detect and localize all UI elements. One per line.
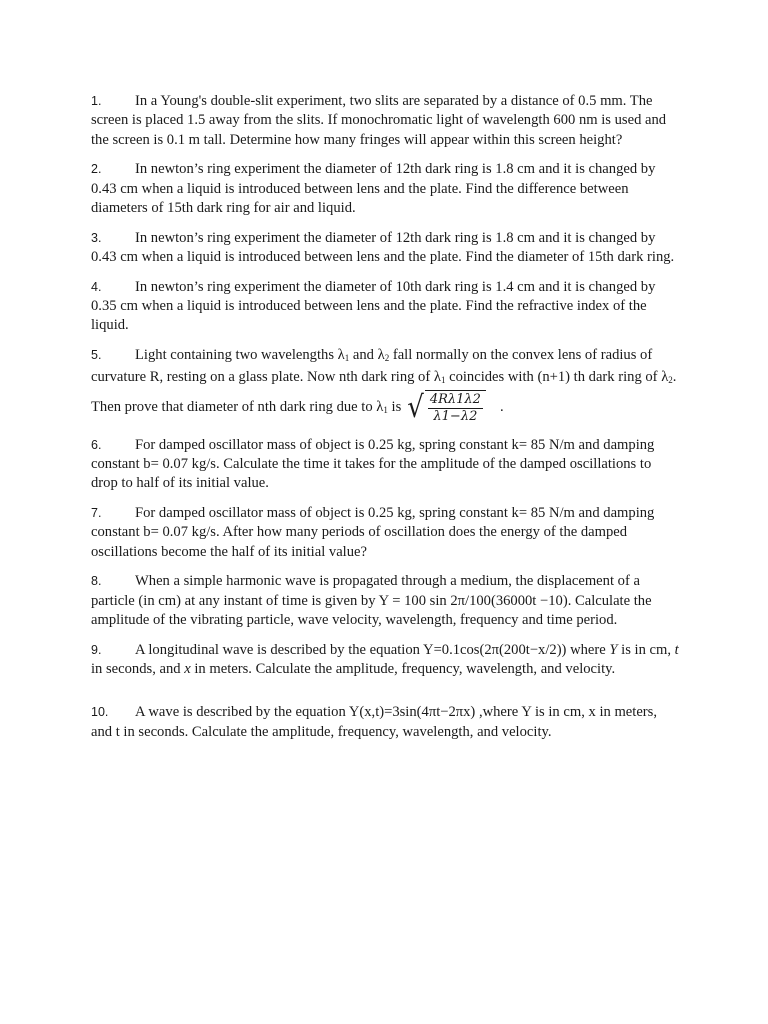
- question-number: 8.: [91, 574, 102, 589]
- question-text: When a simple harmonic wave is propagated through a medium, the displacement of a particle (in cm) at any instant of time is given by Y = 100 sin 2π/100(36000t −10). Calculate the amplitude of the vibrating particle, wave velocity, wavelength, frequency and time period.: [91, 573, 652, 628]
- sqrt-symbol: √: [407, 390, 424, 426]
- formula-denominator: λ1−λ2: [433, 409, 478, 425]
- question-6: [91, 436, 679, 494]
- question-number: 7.: [91, 506, 102, 521]
- question-text: In newton’s ring experiment the diameter of 10th dark ring is 1.4 cm and it is changed by 0.35 cm when a liquid is introduced between lens and the plate. Find the refractive index of the liquid.: [91, 278, 656, 334]
- question-9: [91, 641, 679, 680]
- question-number: 6.: [91, 437, 102, 452]
- question-text: Light containing two wavelengths $\lambda_1$ and $\lambda_2$ fall normally on the convex lens of radius of curvature R, resting on a glass plate. Now nth dark ring of $\lambda_1$ coincides with (n+1) th dark ring of $\lambda_2$. Then prove that diameter of nth dark ring due to $\lambda_1$ is √ $\frac{4R\lambda 1\lambda 2}{\lambda 1-\lambda 2}$ .: [91, 346, 677, 426]
- question-text: A wave is described by the equation Y(x,t)=3sin(4πt−2πx) ,where Y is in cm, x in meters, and t in seconds. Calculate the amplitude, frequency, wavelength, and velocity.: [91, 704, 657, 740]
- question-text: In newton’s ring experiment the diameter of 12th dark ring is 1.8 cm and it is changed by 0.43 cm when a liquid is introduced between lens and the plate. Find the difference between diameters of 15th dark ring for air and liquid.: [91, 161, 656, 216]
- formula-fraction: [425, 390, 486, 425]
- question-8: [91, 572, 679, 630]
- question-10: [91, 703, 679, 742]
- question-text: In a Young's double-slit experiment, two slits are separated by a distance of 0.5 mm. The screen is placed 1.5 away from the slits. If monochromatic light of wavelength 600 nm is used and the screen is 0.1 m tall. Determine how many fringes will appear within this screen height?: [91, 93, 667, 148]
- question-3: [91, 229, 679, 268]
- question-number: 1.: [91, 94, 102, 108]
- question-5: [91, 346, 679, 426]
- question-number: 10.: [91, 705, 109, 720]
- question-1: [91, 92, 679, 150]
- question-number: 5.: [91, 347, 102, 362]
- question-text: For damped oscillator mass of object is 0.25 kg, spring constant k= 85 N/m and damping constant b= 0.07 kg/s. After how many periods of oscillation does the energy of the damped oscillations become the half of its initial value?: [91, 505, 655, 560]
- question-number: 9.: [91, 642, 102, 657]
- question-4: [91, 278, 679, 336]
- question-text: For damped oscillator mass of object is 0.25 kg, spring constant k= 85 N/m and damping constant b= 0.07 kg/s. Calculate the time it takes for the amplitude of the damped oscillations to drop to half of its initial value.: [91, 436, 655, 492]
- question-number: 2.: [91, 162, 102, 177]
- document-page: [91, 92, 679, 752]
- question-7: [91, 504, 679, 562]
- question-text: A longitudinal wave is described by the equation Y=0.1cos(2π(200t−x/2)) where Y is in cm, t in seconds, and x in meters. Calculate the amplitude, frequency, wavelength, and velocity.: [91, 641, 679, 677]
- question-number: 4.: [91, 279, 102, 294]
- formula-numerator: 4Rλ1λ2: [429, 392, 481, 408]
- question-2: [91, 160, 679, 218]
- question-text: In newton’s ring experiment the diameter of 12th dark ring is 1.8 cm and it is changed by 0.43 cm when a liquid is introduced between lens and the plate. Find the diameter of 15th dark ring.: [91, 229, 675, 265]
- question-number: 3.: [91, 230, 102, 245]
- diameter-formula: [407, 390, 486, 425]
